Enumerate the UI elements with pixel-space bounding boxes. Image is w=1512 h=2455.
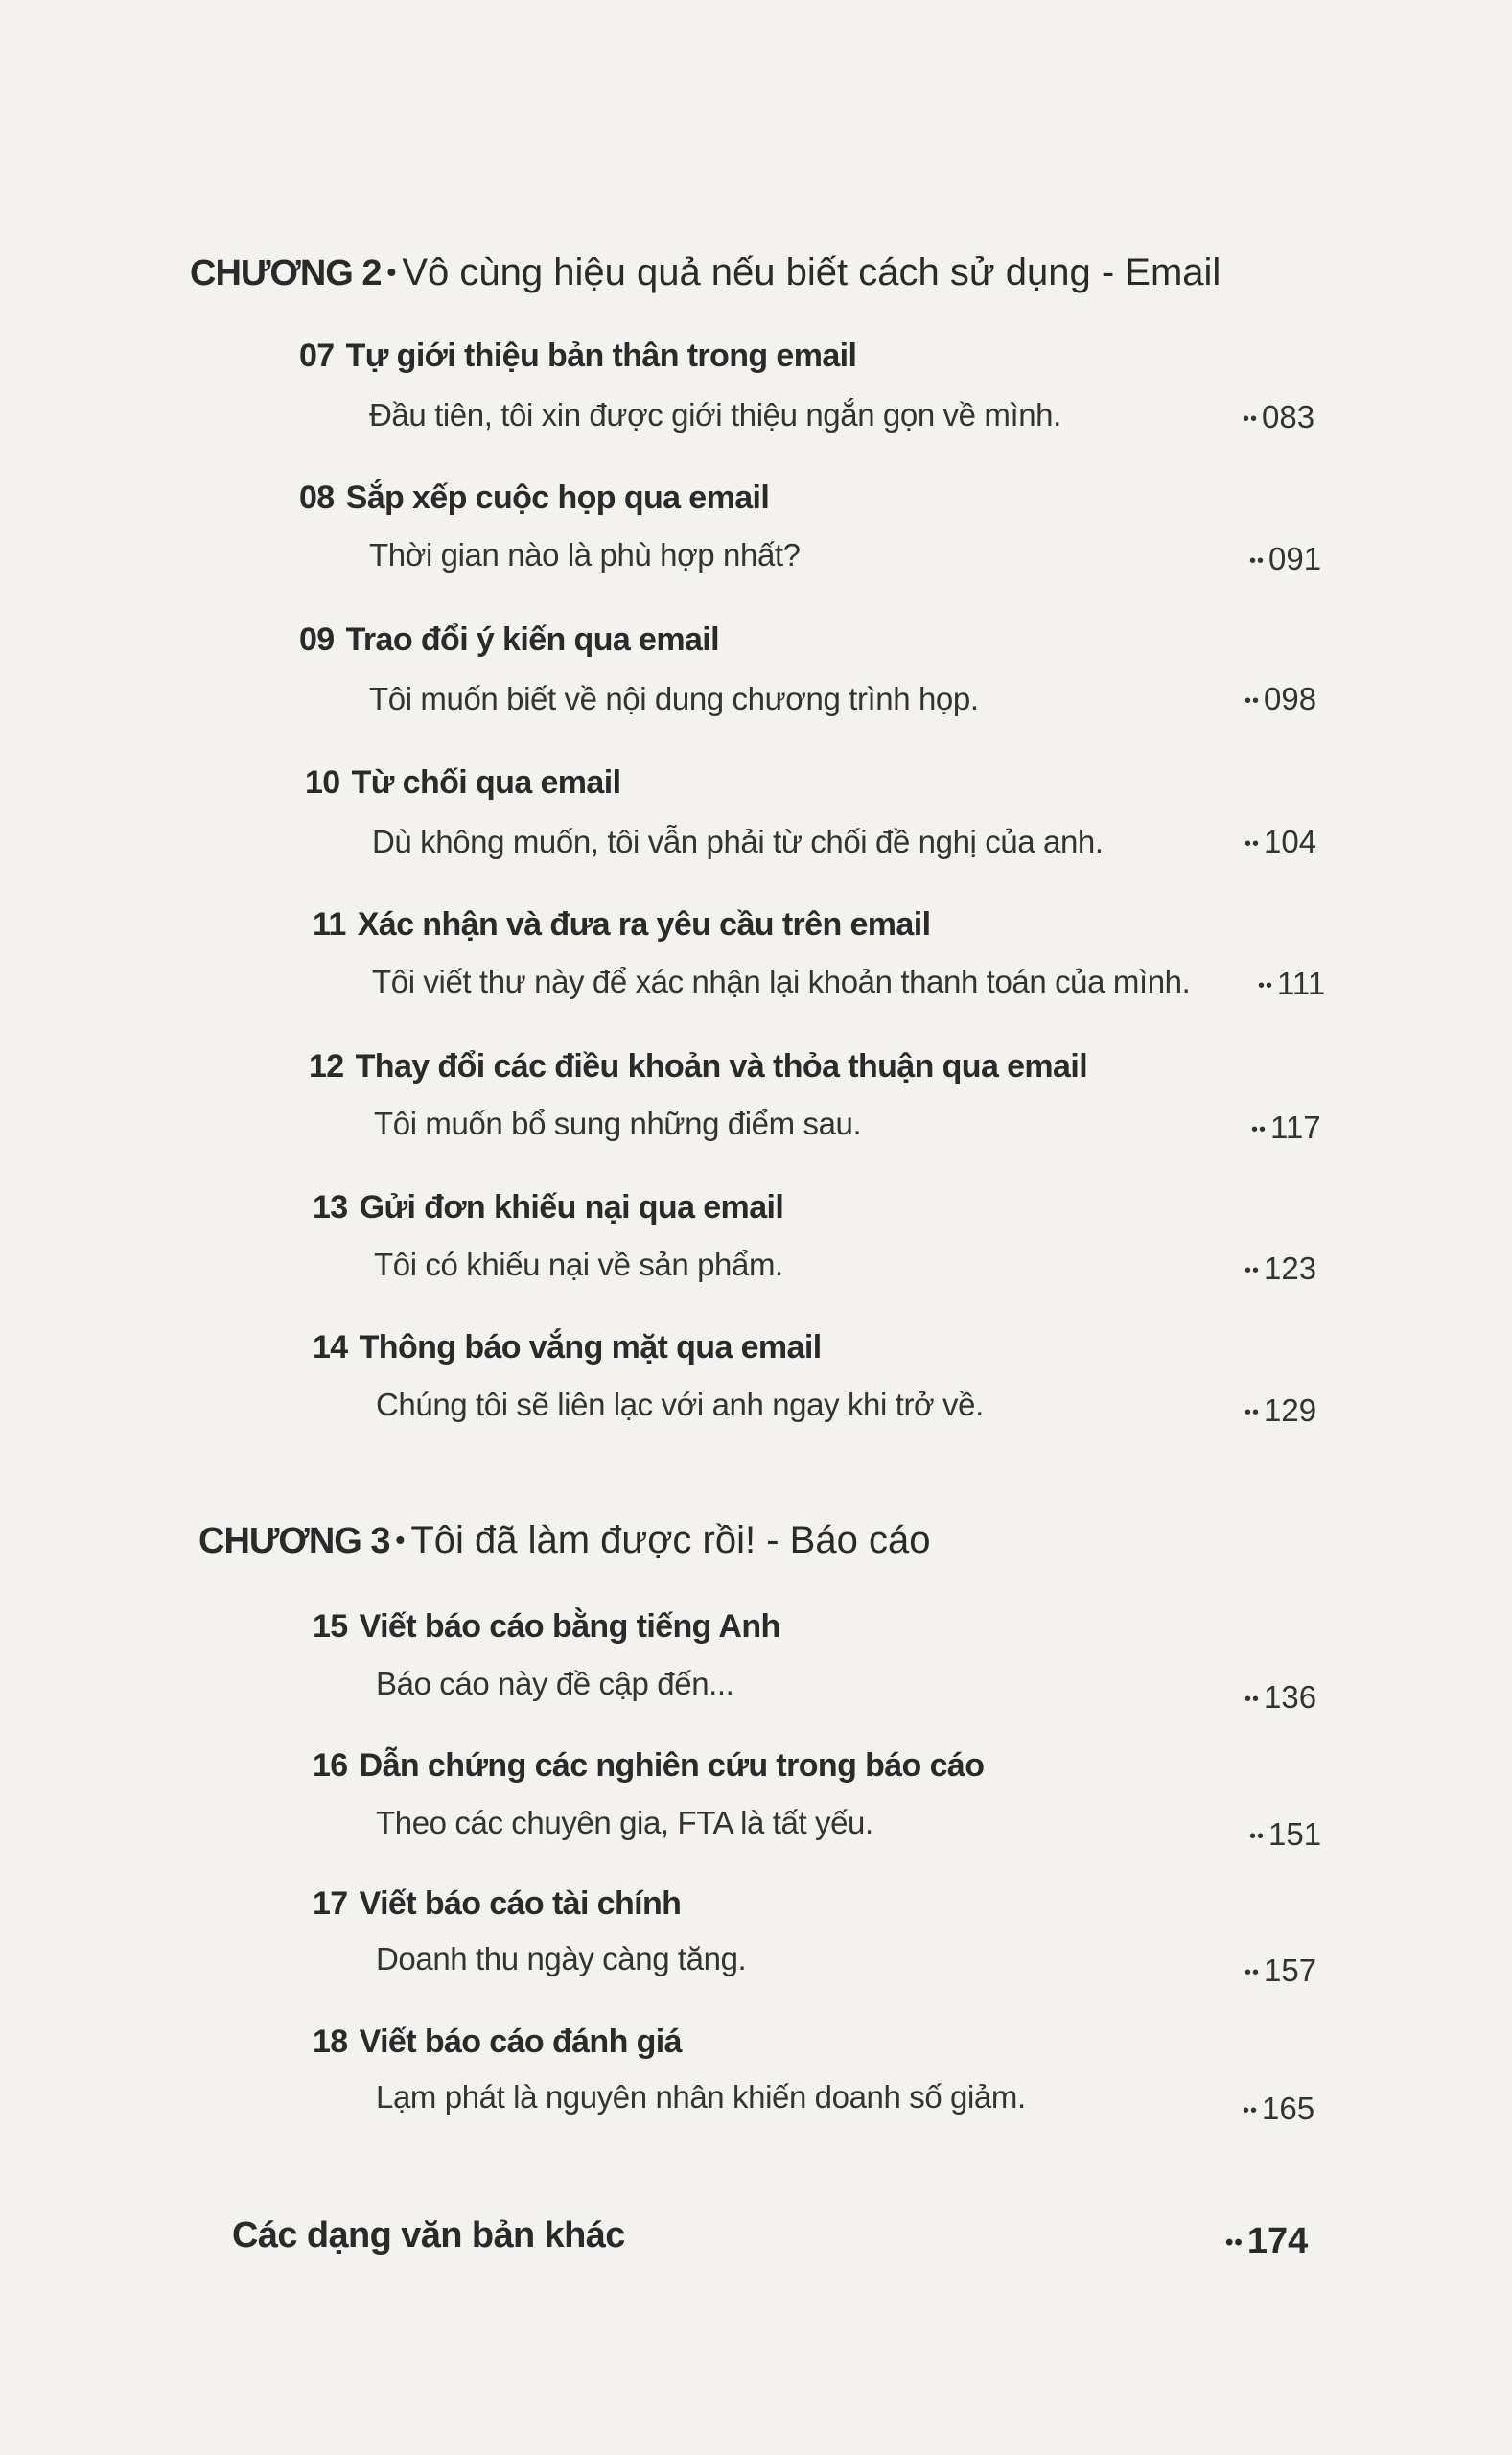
leader-dots: •• (1244, 833, 1261, 854)
entry-title: Trao đổi ý kiến qua email (345, 621, 719, 658)
entry-subtitle: Theo các chuyên gia, FTA là tất yếu. (376, 1805, 873, 1840)
entry-title: Xác nhận và đưa ra yêu cầu trên email (357, 906, 931, 943)
leader-dots: •• (1244, 690, 1261, 712)
entry-subtitle: Đầu tiên, tôi xin được giới thiệu ngắn gọn về mình. (369, 397, 1061, 433)
entry-number: 18 (313, 2023, 348, 2060)
entry-number: 17 (313, 1885, 348, 1922)
entry-page-number: •• 123 (1244, 1251, 1317, 1286)
entry-title: Viết báo cáo tài chính (359, 1885, 682, 1922)
entry-page-number: •• 151 (1249, 1816, 1322, 1852)
entry-number: 12 (309, 1048, 344, 1085)
entry-subtitle: Tôi có khiếu nại về sản phẩm. (374, 1247, 783, 1282)
entry-subtitle: Lạm phát là nguyên nhân khiến doanh số giảm. (376, 2079, 1026, 2115)
entry-page-number: •• 098 (1244, 681, 1317, 716)
entry-subtitle: Thời gian nào là phù hợp nhất? (369, 537, 801, 573)
chapter-title: Vô cùng hiệu quả nếu biết cách sử dụng - Email (402, 251, 1221, 293)
entry-title: Dẫn chứng các nghiên cứu trong báo cáo (359, 1747, 985, 1784)
entry-page-number: •• 111 (1258, 966, 1326, 1001)
entry-page-number: •• 117 (1251, 1110, 1321, 1145)
leader-dots: •• (1249, 550, 1266, 572)
entry-subtitle: Dù không muốn, tôi vẫn phải từ chối đề nghị của anh. (372, 824, 1104, 859)
entry-subtitle: Tôi viết thư này để xác nhận lại khoản thanh toán của mình. (372, 964, 1191, 999)
separator-dot: • (386, 257, 397, 287)
entry-title: Viết báo cáo bằng tiếng Anh (359, 1608, 780, 1645)
entry-page-number: •• 083 (1243, 399, 1315, 434)
leader-dots: •• (1258, 975, 1274, 996)
leader-dots: •• (1243, 2100, 1259, 2121)
leader-dots: •• (1249, 1826, 1266, 1847)
leader-dots: •• (1244, 1962, 1261, 1983)
entry-number: 08 (299, 479, 335, 516)
leader-dots: •• (1244, 1260, 1261, 1281)
entry-subtitle: Chúng tôi sẽ liên lạc với anh ngay khi trở về. (376, 1387, 984, 1422)
entry-number: 13 (313, 1189, 348, 1226)
chapter-3-heading (198, 1519, 930, 1562)
separator-dot: • (395, 1525, 406, 1555)
entry-title: Tự giới thiệu bản thân trong email (345, 338, 857, 374)
leader-dots: •• (1244, 1402, 1261, 1423)
entry-page-number: •• 091 (1249, 541, 1322, 576)
leader-dots: •• (1244, 1689, 1261, 1710)
entry-number: 07 (299, 338, 335, 374)
entry-subtitle: Báo cáo này đề cập đến... (376, 1666, 734, 1701)
entry-subtitle: Doanh thu ngày càng tăng. (376, 1941, 747, 1976)
entry-title: Thông báo vắng mặt qua email (359, 1329, 822, 1366)
entry-page-number: •• 165 (1243, 2091, 1315, 2126)
entry-page-number: •• 104 (1244, 824, 1317, 859)
leader-dots: •• (1251, 1119, 1268, 1140)
entry-title: Gửi đơn khiếu nại qua email (359, 1189, 784, 1226)
entry-subtitle: Tôi muốn biết về nội dung chương trình họp. (369, 681, 979, 716)
leader-dots: •• (1225, 2230, 1244, 2256)
leader-dots: •• (1243, 409, 1259, 430)
entry-title: Thay đổi các điều khoản và thỏa thuận qua email (355, 1048, 1088, 1085)
chapter-label: CHƯƠNG 2 (190, 253, 382, 293)
other-documents-page-number: •• 174 (1225, 2221, 1309, 2261)
chapter-title: Tôi đã làm được rồi! - Báo cáo (410, 1519, 931, 1561)
entry-number: 09 (299, 621, 335, 658)
entry-title: Viết báo cáo đánh giá (359, 2023, 682, 2060)
entry-title: Sắp xếp cuộc họp qua email (345, 479, 770, 516)
entry-number: 14 (313, 1329, 348, 1366)
chapter-label: CHƯƠNG 3 (198, 1521, 390, 1561)
entry-number: 10 (305, 764, 340, 801)
entry-number: 15 (313, 1608, 348, 1645)
entry-page-number: •• 129 (1244, 1392, 1317, 1428)
other-documents-title[interactable]: Các dạng văn bản khác (232, 2215, 625, 2256)
entry-page-number: •• 157 (1244, 1952, 1317, 1988)
entry-number: 11 (313, 906, 346, 943)
entry-title: Từ chối qua email (351, 764, 621, 801)
entry-subtitle: Tôi muốn bổ sung những điểm sau. (374, 1106, 862, 1141)
entry-number: 16 (313, 1747, 348, 1784)
entry-page-number: •• 136 (1244, 1679, 1317, 1715)
chapter-2-heading (190, 251, 1221, 294)
